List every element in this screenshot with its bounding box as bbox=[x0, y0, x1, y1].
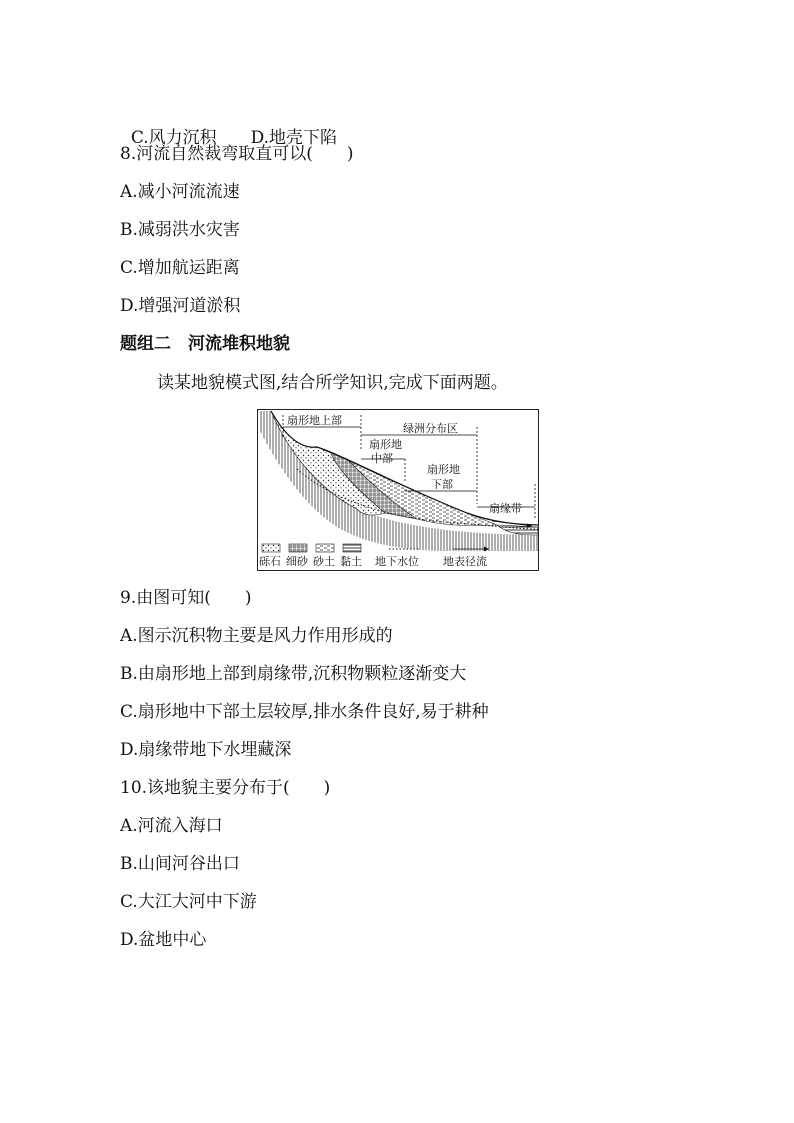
label-zone-lower-1: 扇形地 bbox=[427, 463, 460, 476]
label-zone-middle-2: 中部 bbox=[371, 452, 393, 465]
section-heading: 题组二 河流堆积地貌 bbox=[120, 334, 290, 354]
label-zone-middle-1: 扇形地 bbox=[369, 438, 402, 451]
intro-text: 读某地貌模式图,结合所学知识,完成下面两题。 bbox=[157, 373, 508, 393]
q9-option-c: C.扇形地中下部土层较厚,排水条件良好,易于耕种 bbox=[120, 702, 489, 722]
q8-option-a: A.减小河流流速 bbox=[120, 182, 240, 202]
alluvial-fan-diagram bbox=[257, 409, 539, 571]
q9-option-b: B.由扇形地上部到扇缘带,沉积物颗粒逐渐变大 bbox=[120, 664, 467, 684]
legend-swatch-sandy-soil bbox=[316, 544, 334, 552]
q8-option-d: D.增强河道淤积 bbox=[120, 296, 241, 316]
label-zone-edge: 扇缘带 bbox=[489, 502, 522, 515]
q7-option-c: C.风力沉积 bbox=[130, 128, 217, 148]
q10-option-c: C.大江大河中下游 bbox=[120, 892, 257, 912]
q8-option-b: B.减弱洪水灾害 bbox=[120, 220, 240, 240]
legend-swatch-gravel bbox=[262, 544, 280, 552]
q10-option-b: B.山间河谷出口 bbox=[120, 854, 240, 874]
legend-label-runoff: 地表径流 bbox=[443, 555, 487, 568]
legend-swatch-fine-sand bbox=[289, 544, 307, 552]
q8-stem: 8.河流自然裁弯取直可以( ) bbox=[120, 144, 354, 164]
q8-option-c: C.增加航运距离 bbox=[120, 258, 240, 278]
legend-label-clay: 黏土 bbox=[340, 555, 362, 568]
legend-label-gravel: 砾石 bbox=[259, 555, 281, 568]
q7-option-d: D.地壳下陷 bbox=[250, 128, 338, 148]
q9-stem: 9.由图可知( ) bbox=[120, 588, 252, 608]
q9-option-d: D.扇缘带地下水埋藏深 bbox=[120, 740, 292, 760]
legend-swatch-clay bbox=[343, 544, 361, 552]
legend-label-fine-sand: 细砂 bbox=[286, 555, 308, 568]
label-zone-upper: 扇形地上部 bbox=[287, 414, 342, 427]
q9-option-a: A.图示沉积物主要是风力作用形成的 bbox=[120, 626, 393, 646]
legend-label-sandy-soil: 砂土 bbox=[313, 555, 335, 568]
label-zone-lower-2: 下部 bbox=[431, 478, 453, 491]
label-zone-oasis: 绿洲分布区 bbox=[403, 422, 458, 435]
q10-option-a: A.河流入海口 bbox=[120, 816, 223, 836]
q10-stem: 10.该地貌主要分布于( ) bbox=[120, 778, 331, 798]
legend-label-water-table: 地下水位 bbox=[375, 555, 419, 568]
q10-option-d: D.盆地中心 bbox=[120, 930, 207, 950]
